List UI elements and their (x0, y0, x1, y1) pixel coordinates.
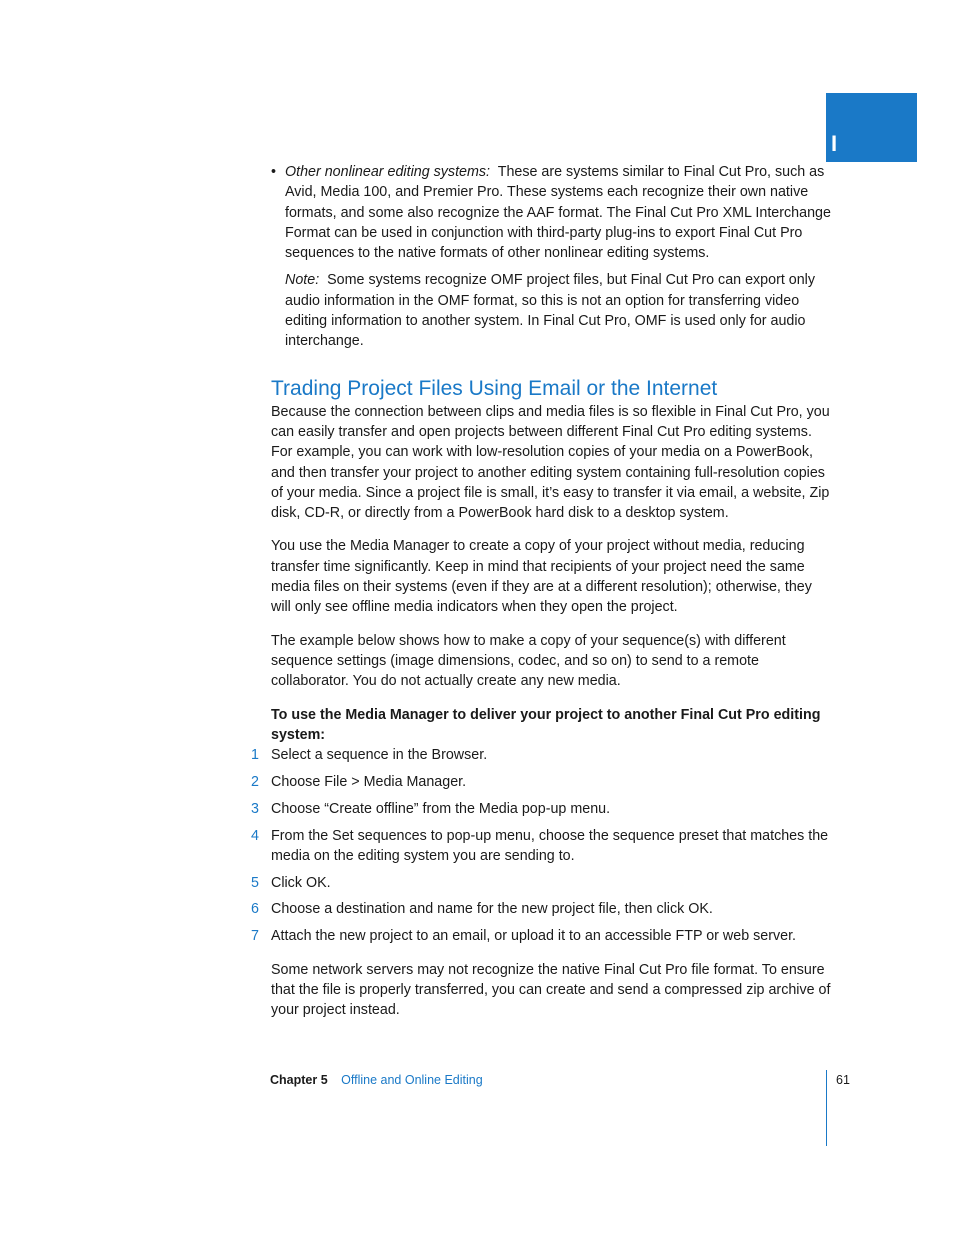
step-text: Choose File > Media Manager. (271, 773, 467, 790)
page-footer (270, 1072, 483, 1088)
chapter-tab (826, 93, 917, 162)
note (271, 270, 831, 351)
step-number: 4 (251, 827, 259, 844)
task-heading: To use the Media Manager to deliver your project to another Final Cut Pro editing system: (271, 706, 821, 743)
step-number: 6 (251, 901, 259, 918)
bullet-item (271, 162, 831, 263)
closing-paragraph: Some network servers may not recognize the native Final Cut Pro file format. To ensure that the file is properly transferred, you can create and send a compressed zip archive of your project instead. (271, 961, 831, 1019)
note-lead: Note: (285, 272, 320, 289)
bullet-text: These are systems similar to Final Cut Pro, such as Avid, Media 100, and Premier Pro. These systems each recognize their own native formats, and some also recognize the AAF format. The Final Cut Pro XML Interchange Format can be used in conjunction with third-party plug-ins to export Final Cut Pro sequences to the native formats of other nonlinear editing systems. (285, 164, 831, 262)
step-text: From the Set sequences to pop-up menu, choose the sequence preset that matches the media on the editing system you are sending to. (271, 827, 829, 864)
note-text: Some systems recognize OMF project files, but Final Cut Pro can export only audio information in the OMF format, so this is not an option for transferring video editing information to another system. In Final Cut Pro, OMF is used only for audio interchange. (285, 272, 815, 350)
page-number: 61 (836, 1073, 850, 1087)
step-item (251, 826, 831, 867)
step-text: Select a sequence in the Browser. (271, 747, 488, 764)
paragraph-1: Because the connection between clips and media files is so flexible in Final Cut Pro, you can easily transfer and open projects between different Final Cut Pro editing systems. For example, you can work with low-resolution copies of your media on a PowerBook, and then transfer your project to another editing system containing full-resolution copies of your media. Since a project file is small, it’s easy to transfer it via email, a website, Zip disk, CD-R, or directly from a PowerBook hard disk to a desktop system. (271, 403, 830, 522)
step-item (251, 745, 831, 765)
step-item (251, 899, 831, 919)
step-number: 5 (251, 874, 259, 891)
step-item (251, 873, 831, 893)
step-text: Choose a destination and name for the new project file, then click OK. (271, 901, 713, 918)
bullet-dot: • (271, 164, 277, 180)
footer-chapter-title: Offline and Online Editing (341, 1073, 483, 1087)
step-number: 3 (251, 800, 259, 817)
step-number: 7 (251, 928, 259, 945)
step-item (251, 772, 831, 792)
section-heading: Trading Project Files Using Email or the Internet (271, 376, 718, 400)
step-text: Attach the new project to an email, or upload it to an accessible FTP or web server. (271, 928, 797, 945)
step-text: Choose “Create offline” from the Media pop-up menu. (271, 800, 611, 817)
step-number: 2 (251, 773, 259, 790)
step-item (251, 926, 831, 946)
chapter-tab-letter: I (831, 131, 838, 156)
page-content (251, 162, 831, 1020)
footer-chapter: Chapter 5 (270, 1073, 328, 1087)
bullet-lead: Other nonlinear editing systems: (285, 164, 491, 180)
steps-list (251, 745, 831, 946)
paragraph-3: The example below shows how to make a copy of your sequence(s) with different sequence settings (image dimensions, codec, and so on) to send to a remote collaborator. You do not actually create any new media. (271, 632, 786, 690)
paragraph-2: You use the Media Manager to create a copy of your project without media, reducing transfer time significantly. Keep in mind that recipients of your project need the same media files on their systems (even if they are at a different resolution); otherwise, they will only see offline media indicators when they open the project. (271, 538, 812, 616)
footer-divider (826, 1070, 827, 1146)
step-item (251, 799, 831, 819)
step-text: Click OK. (271, 874, 331, 891)
step-number: 1 (251, 747, 259, 764)
